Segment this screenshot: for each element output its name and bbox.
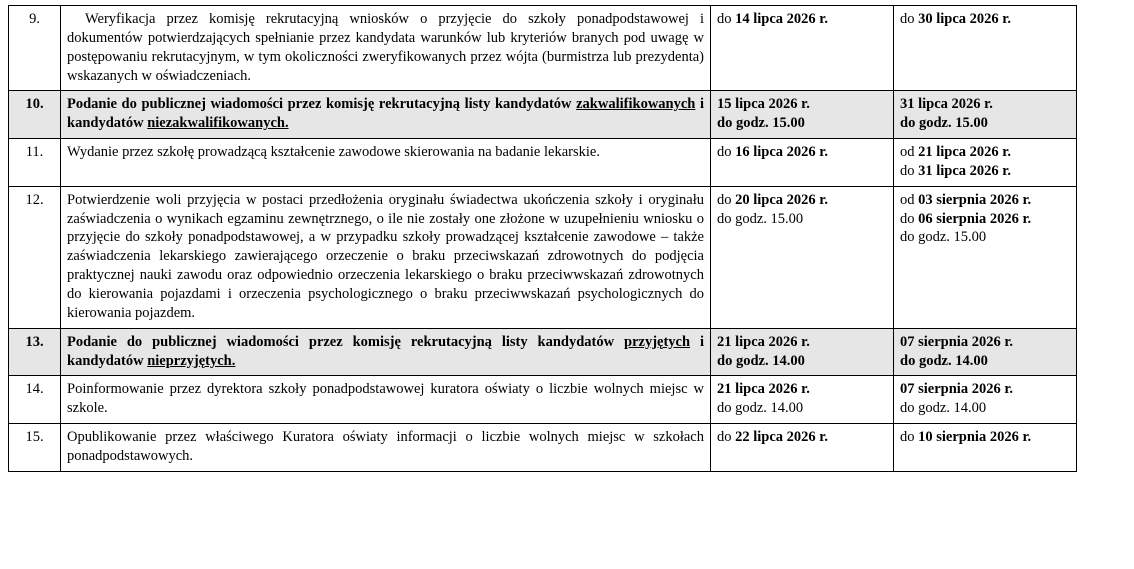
date-time-note: do godz. 15.00 bbox=[717, 115, 805, 132]
description-segment: Podanie do publicznej wiadomości przez komisję rekrutacyjną listy kandydatów bbox=[67, 333, 625, 350]
date-line bbox=[717, 210, 887, 229]
date-line bbox=[900, 143, 1070, 162]
date-line bbox=[900, 428, 1070, 447]
date-time-note: do godz. 15.00 bbox=[717, 210, 804, 227]
row-number: 11. bbox=[9, 139, 61, 187]
description-segment: przyjętych bbox=[624, 333, 691, 350]
date-value: 07 sierpnia 2026 r. bbox=[900, 381, 1014, 398]
date-value: 20 lipca 2026 r. bbox=[735, 191, 829, 208]
date-value: 21 lipca 2026 r. bbox=[717, 381, 810, 398]
description-segment: zakwalifikowanych bbox=[576, 96, 696, 113]
table-row bbox=[9, 6, 1077, 91]
date-time-note: do godz. 14.00 bbox=[717, 400, 804, 417]
date-prefix: do bbox=[717, 144, 736, 161]
date-line bbox=[900, 228, 1070, 247]
row-date-main bbox=[711, 6, 894, 91]
date-prefix: do bbox=[900, 210, 919, 227]
row-description bbox=[61, 328, 711, 376]
date-value: 21 lipca 2026 r. bbox=[918, 144, 1012, 161]
description-segment: Podanie do publicznej wiadomości przez komisję rekrutacyjną listy kandydatów bbox=[67, 96, 577, 113]
row-number: 13. bbox=[9, 328, 61, 376]
row-date-supplementary bbox=[894, 376, 1077, 424]
row-date-main bbox=[711, 91, 894, 139]
date-line bbox=[900, 333, 1070, 352]
row-date-supplementary bbox=[894, 186, 1077, 328]
date-value: 07 sierpnia 2026 r. bbox=[900, 333, 1014, 350]
date-value: 30 lipca 2026 r. bbox=[918, 11, 1012, 27]
date-prefix: do bbox=[900, 429, 919, 446]
date-time-note: do godz. 14.00 bbox=[717, 352, 805, 369]
table-body bbox=[9, 6, 1077, 472]
description-segment: Poinformowanie przez dyrektora szkoły ponadpodstawowej kuratora oświaty o liczbie wolnych miejsc w szkole. bbox=[67, 381, 704, 417]
row-description bbox=[61, 424, 711, 472]
date-prefix: do bbox=[717, 11, 736, 27]
date-line bbox=[717, 10, 887, 29]
row-date-main bbox=[711, 186, 894, 328]
date-line bbox=[717, 352, 887, 371]
date-line bbox=[900, 191, 1070, 210]
row-description bbox=[61, 376, 711, 424]
date-line bbox=[717, 95, 887, 114]
row-date-main bbox=[711, 376, 894, 424]
description-segment: Wydanie przez szkołę prowadzącą kształcenie zawodowe skierowania na badanie lekarskie. bbox=[67, 144, 600, 161]
row-date-main bbox=[711, 139, 894, 187]
table-row bbox=[9, 328, 1077, 376]
date-value: 31 lipca 2026 r. bbox=[918, 162, 1012, 179]
date-line bbox=[717, 380, 887, 399]
date-line bbox=[717, 114, 887, 133]
row-date-supplementary bbox=[894, 139, 1077, 187]
table-row bbox=[9, 424, 1077, 472]
date-line bbox=[900, 114, 1070, 133]
row-date-supplementary bbox=[894, 6, 1077, 91]
description-segment: i kandydatów bbox=[67, 333, 704, 369]
row-number: 14. bbox=[9, 376, 61, 424]
date-value: 14 lipca 2026 r. bbox=[735, 11, 829, 27]
date-prefix: od bbox=[900, 191, 919, 208]
date-line bbox=[717, 143, 887, 162]
date-line bbox=[900, 95, 1070, 114]
table-row bbox=[9, 186, 1077, 328]
date-line bbox=[900, 210, 1070, 229]
description-segment: Potwierdzenie woli przyjęcia w postaci przedłożenia oryginału świadectwa ukończenia szkoły i oryginału zaświadczenia o wynikach egzaminu zewnętrznego, o ile nie zostały one złożone w uzupełnieniu wniosku o przyjęcie do szkoły ponadpodstawowej, a w przypadku szkoły prowadzącej kształcenie zawodowe – także zaświadczenia lekarskiego zawierającego orzeczenie o braku przeciwskazań zdrowotnych do podjęcia praktycznej nauki zawodu oraz odpowiednio orzeczenia lekarskiego o braku przeciwwskazań zdrowotnych do kierowania pojazdami i orzeczenia psychologicznego o braku przeciwwskazań psychologicznych do kierowania pojazdem. bbox=[67, 191, 704, 321]
date-prefix: do bbox=[900, 11, 919, 27]
row-number: 15. bbox=[9, 424, 61, 472]
description-segment: nieprzyjętych. bbox=[147, 352, 236, 369]
date-value: 31 lipca 2026 r. bbox=[900, 96, 993, 113]
row-date-supplementary bbox=[894, 91, 1077, 139]
document-page bbox=[0, 5, 1134, 569]
date-value: 16 lipca 2026 r. bbox=[735, 144, 829, 161]
date-line bbox=[900, 352, 1070, 371]
date-value: 06 sierpnia 2026 r. bbox=[918, 210, 1032, 227]
date-prefix: do bbox=[900, 162, 919, 179]
row-date-supplementary bbox=[894, 328, 1077, 376]
date-line bbox=[900, 399, 1070, 418]
date-line bbox=[900, 10, 1070, 29]
row-number: 9. bbox=[9, 6, 61, 91]
date-time-note: do godz. 15.00 bbox=[900, 229, 987, 246]
date-time-note: do godz. 15.00 bbox=[900, 115, 988, 132]
date-time-note: do godz. 14.00 bbox=[900, 400, 987, 417]
date-value: 10 sierpnia 2026 r. bbox=[918, 429, 1032, 446]
date-line bbox=[900, 380, 1070, 399]
recruitment-schedule-table bbox=[8, 5, 1077, 472]
date-line bbox=[717, 191, 887, 210]
date-value: 03 sierpnia 2026 r. bbox=[918, 191, 1032, 208]
date-prefix: od bbox=[900, 144, 919, 161]
date-line bbox=[717, 399, 887, 418]
description-segment: Weryfikacja przez komisję rekrutacyjną wniosków o przyjęcie do szkoły ponadpodstawowej i dokumentów potwierdzających spełnianie przez kandydata warunków lub kryteriów branych pod uwagę w postępowaniu rekrutacyjnym, w tym okoliczności zweryfikowanych przez wójta (burmistrza lub prezydenta) wskazanych w oświadczeniach. bbox=[67, 11, 704, 84]
date-line bbox=[717, 428, 887, 447]
date-line bbox=[900, 162, 1070, 181]
row-number: 10. bbox=[9, 91, 61, 139]
date-value: 21 lipca 2026 r. bbox=[717, 333, 810, 350]
row-date-supplementary bbox=[894, 424, 1077, 472]
table-row bbox=[9, 139, 1077, 187]
row-number: 12. bbox=[9, 186, 61, 328]
row-date-main bbox=[711, 328, 894, 376]
date-prefix: do bbox=[717, 429, 736, 446]
description-segment: Opublikowanie przez właściwego Kuratora oświaty informacji o liczbie wolnych miejsc w szkołach ponadpodstawowych. bbox=[67, 429, 704, 464]
date-value: 22 lipca 2026 r. bbox=[735, 429, 829, 446]
row-description bbox=[61, 186, 711, 328]
table-row bbox=[9, 91, 1077, 139]
table-row bbox=[9, 376, 1077, 424]
description-segment: niezakwalifikowanych. bbox=[147, 115, 289, 132]
date-time-note: do godz. 14.00 bbox=[900, 352, 988, 369]
row-description bbox=[61, 6, 711, 91]
date-value: 15 lipca 2026 r. bbox=[717, 96, 810, 113]
row-description bbox=[61, 139, 711, 187]
date-line bbox=[717, 333, 887, 352]
description-segment: i kandydatów bbox=[67, 96, 704, 132]
row-description bbox=[61, 91, 711, 139]
date-prefix: do bbox=[717, 191, 736, 208]
row-date-main bbox=[711, 424, 894, 472]
